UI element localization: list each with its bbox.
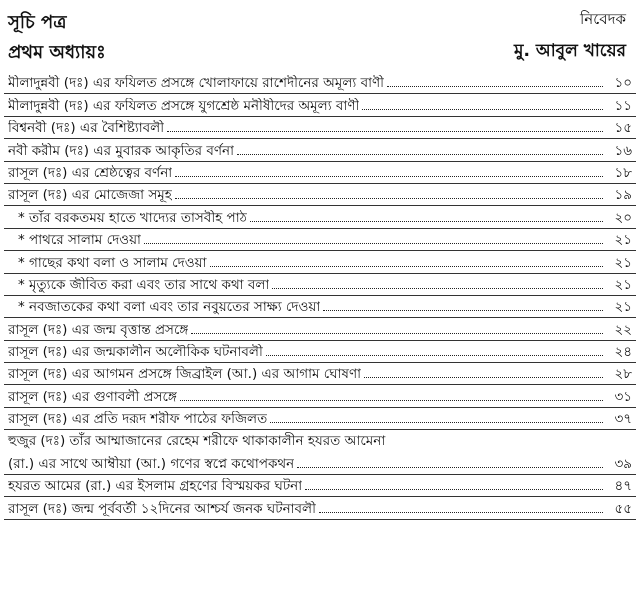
- chapter-heading: প্রথম অধ্যায়ঃ: [8, 42, 106, 63]
- toc-entry-title: রাসূল (দঃ) এর শ্রেষ্ঠত্বের বর্ণনা: [8, 164, 173, 181]
- toc-entry-title: রাসূল (দঃ) এর গুণাবলী প্রসঙ্গে: [8, 388, 177, 405]
- dot-leader: [272, 287, 603, 289]
- dot-leader: [270, 421, 603, 423]
- toc-entry-line: [8, 478, 632, 494]
- header-row-top: [0, 8, 640, 34]
- dot-leader: [180, 399, 603, 401]
- dot-leader: [250, 220, 603, 222]
- toc-subentry-title: * পাথরে সালাম দেওয়া: [18, 232, 141, 249]
- dot-leader: [191, 332, 603, 334]
- toc-entry[interactable]: [0, 184, 640, 206]
- toc-entry[interactable]: [0, 229, 640, 251]
- toc-entry-page-number: ২৮: [614, 366, 632, 383]
- toc-entry-line: [8, 322, 632, 338]
- toc-entry-line: [8, 143, 632, 159]
- toc-entry-title: রাসূল (দঃ) এর জন্ম বৃত্তান্ত প্রসঙ্গে: [8, 321, 189, 338]
- toc-list: [0, 72, 640, 520]
- dot-leader: [144, 242, 603, 244]
- toc-entry-page-number: ৩১: [614, 388, 632, 405]
- toc-entry-page-number: ২১: [614, 232, 632, 249]
- toc-entry-line: [8, 120, 632, 136]
- toc-entry-title: হযরত আমের (রা.) এর ইসলাম গ্রহণের বিস্ময়কর ঘটনা: [8, 478, 303, 495]
- toc-entry[interactable]: [0, 318, 640, 340]
- toc-entry[interactable]: [0, 162, 640, 184]
- toc-entry-line: [8, 389, 632, 405]
- toc-entry[interactable]: [0, 296, 640, 318]
- toc-subentry-title: * তাঁর বরকতময় হাতে খাদ্যের তাসবীহ পাঠ: [18, 209, 247, 226]
- toc-entry-line: [8, 411, 632, 427]
- toc-entry-title: মীলাদুন্নবী (দঃ) এর ফযিলত প্রসঙ্গে খোলাফায়ে রাশেদীনের অমূল্য বাণী: [8, 75, 385, 92]
- toc-entry-page-number: ১০: [614, 75, 632, 92]
- toc-entry-title: রাসূল (দঃ) এর আগমন প্রসঙ্গে জিব্রাইল (আ.) এর আগাম ঘোষণা: [8, 366, 362, 383]
- header-row-chapter: [0, 38, 640, 64]
- toc-entry-page-number: ৩৭: [614, 411, 632, 428]
- toc-entry-title: রাসূল (দঃ) এর মোজেজা সমূহ: [8, 187, 172, 204]
- author-name: মু. আবুল খায়ের: [514, 41, 626, 61]
- toc-entry-title: রাসূল (দঃ) জন্ম পূর্ববর্তী ১২দিনের আশ্চর্য জনক ঘটনাবলী: [8, 500, 316, 517]
- toc-entry-page-number: ৫৫: [614, 500, 632, 517]
- dot-leader: [305, 488, 603, 490]
- toc-entry-title: (রা.) এর সাথে আম্বীয়া (আ.) গণের স্বপ্নে কথোপকথন: [8, 456, 295, 473]
- toc-entry-page-number: ২০: [614, 209, 632, 226]
- dot-leader: [319, 511, 603, 513]
- dot-leader: [210, 265, 604, 267]
- toc-entry-title: বিশ্বনবী (দঃ) এর বৈশিষ্ট্যাবলী: [8, 120, 165, 137]
- toc-subentry-title: * গাছের কথা বলা ও সালাম দেওয়া: [18, 254, 207, 271]
- toc-entry[interactable]: [0, 94, 640, 116]
- toc-entry-title: নবী করীম (দঃ) এর মুবারক আকৃতির বর্ণনা: [8, 142, 234, 159]
- toc-entry-title: রাসূল (দঃ) এর জন্মকালীন অলৌকিক ঘটনাবলী: [8, 344, 263, 361]
- toc-entry[interactable]: [0, 408, 640, 430]
- toc-entry-page-number: ২১: [614, 254, 632, 271]
- toc-entry-line: [8, 456, 632, 472]
- toc-entry-line: [8, 210, 632, 226]
- page-title: সূচি পত্র: [8, 12, 67, 33]
- dot-leader: [167, 130, 603, 132]
- toc-entry[interactable]: [0, 274, 640, 296]
- toc-subentry-title: * মৃত্যুকে জীবিত করা এবং তার সাথে কথা বলা: [18, 276, 270, 293]
- toc-entry-line: [8, 501, 632, 517]
- toc-entry-line: [8, 344, 632, 360]
- dot-leader: [266, 354, 603, 356]
- dot-leader: [323, 309, 603, 311]
- toc-entry-page-number: ২৪: [614, 344, 632, 361]
- toc-subentry-title: * নবজাতকের কথা বলা এবং তার নবুয়তের সাক্ষ্য দেওয়া: [18, 299, 321, 316]
- toc-entry-line: [8, 98, 632, 114]
- dot-leader: [175, 175, 603, 177]
- toc-entry-page-number: ১১: [614, 97, 632, 114]
- toc-entry-line: [8, 187, 632, 203]
- toc-entry-page-number: ১৫: [614, 120, 632, 137]
- toc-entry[interactable]: [0, 363, 640, 385]
- toc-entry-line: [8, 366, 632, 382]
- toc-entry[interactable]: [0, 117, 640, 139]
- toc-entry[interactable]: [0, 475, 640, 497]
- dot-leader: [175, 197, 603, 199]
- toc-entry-line: [8, 255, 632, 271]
- toc-entry-line: [8, 165, 632, 181]
- toc-entry-page-number: ১৬: [614, 142, 632, 159]
- toc-entry-page-number: ৪৭: [614, 478, 632, 495]
- toc-entry-title-line1: হুজুর (দঃ) তাঁর আম্মাজানের রেহেম শরীফে থাকাকালীন হযরত আমেনা: [8, 433, 386, 450]
- toc-entry-title: রাসূল (দঃ) এর প্রতি দরূদ শরীফ পাঠের ফজিলত: [8, 411, 268, 428]
- toc-entry-page-number: ১৯: [614, 187, 632, 204]
- dot-leader: [237, 153, 603, 155]
- toc-entry[interactable]: [0, 497, 640, 519]
- dot-leader: [297, 466, 603, 468]
- toc-entry[interactable]: [0, 206, 640, 228]
- preface-label: নিবেদক: [580, 10, 626, 28]
- toc-entry-line: [8, 232, 632, 248]
- toc-entry-page-number: ২১: [614, 299, 632, 316]
- dot-leader: [362, 108, 603, 110]
- toc-entry-page-number: ২২: [614, 321, 632, 338]
- toc-entry-line: [8, 299, 632, 315]
- toc-entry[interactable]: [0, 251, 640, 273]
- toc-entry-page-number: ২১: [614, 276, 632, 293]
- dot-leader: [387, 85, 603, 87]
- toc-entry-page-number: ৩৯: [614, 456, 632, 473]
- toc-entry[interactable]: [0, 341, 640, 363]
- toc-entry[interactable]: [0, 430, 640, 475]
- toc-entry-title: মীলাদুন্নবী (দঃ) এর ফযিলত প্রসঙ্গে যুগশ্রেষ্ঠ মনীষীদের অমূল্য বাণী: [8, 97, 360, 114]
- toc-entry-page-number: ১৮: [614, 164, 632, 181]
- toc-entry-line: [8, 277, 632, 293]
- toc-entry[interactable]: [0, 385, 640, 407]
- dot-leader: [364, 376, 603, 378]
- toc-entry-line: [8, 75, 632, 91]
- toc-entry[interactable]: [0, 139, 640, 161]
- toc-entry[interactable]: [0, 72, 640, 94]
